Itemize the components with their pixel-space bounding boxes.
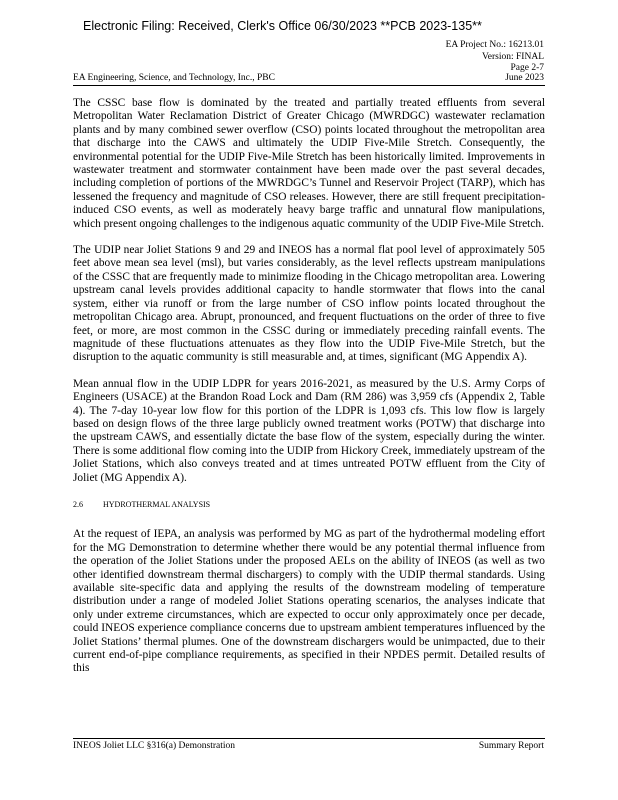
section-number: 2.6 [73, 499, 83, 509]
header-rule [73, 85, 545, 86]
project-info [446, 40, 544, 75]
body-paragraph-3: Mean annual flow in the UDIP LDPR for years 2016-2021, as measured by the U.S. Army Corps of Engineers (USACE) at the Brandon Road Lock and Dam (RM 286) was 3,959 cfs (Appendix 2, Table 4). The 7-day 10-year low flow for this portion of the LDPR is 1,093 cfs. This low flow is largely based on design flows of the three large publicly owned treatment works (POTW) that discharge into the upstream CAWS, and essentially dictate the base flow of the system, especially during the winter. There is some additional flow coming into the UDIP from Hickory Creek, immediately upstream of the Joliet Stations, which also conveys treated and at times untreated POTW effluent from the City of Joliet (MG Appendix A). [73, 377, 545, 484]
footer-document-title: INEOS Joliet LLC §316(a) Demonstration [73, 741, 236, 751]
body-paragraph-2: The UDIP near Joliet Stations 9 and 29 and INEOS has a normal flat pool level of approximately 505 feet above mean sea level (msl), but varies considerably, as the level reflects upstream manipulations of the CSSC that are frequently made to minimize flooding in the Chicago metropolitan area. Lowering upstream canal levels provides additional capacity to handle stormwater that flows into the canal system, either via runoff or from the large number of CSO inflow points located throughout the metropolitan Chicago area. Abrupt, pronounced, and frequent fluctuations on the order of three to five feet, or more, are most common in the CSSC during or immediately preceding rainfall events. The magnitude of these fluctuations attenuates as they flow into the UDIP Five-Mile Stretch, but the disruption to the aquatic community is still measurable and, at times, significant (MG Appendix A). [73, 244, 545, 364]
section-heading [73, 498, 545, 511]
body-paragraph-4: At the request of IEPA, an analysis was performed by MG as part of the hydrothermal modeling effort for the MG Demonstration to determine whether there would be any potential thermal influence from the operation of the Joliet Stations under the proposed AELs on the ability of INEOS (as well as two other identified downstream thermal dischargers) to comply with the UDIP thermal standards. Using available site-specific data and applying the results of the downstream modeling of temperature distribution under a range of modeled Joliet Stations operating scenarios, the analyses indicate that only under extreme circumstances, which are expected to occur only approximately once per decade, could INEOS experience compliance concerns due to upstream ambient temperatures influenced by the Joliet Stations’ thermal plumes. One of the downstream dischargers would be unimpacted, due to their current end-of-pipe compliance requirements, as specified in their NPDES permit. Detailed results of this [73, 528, 545, 675]
footer-rule [73, 738, 545, 739]
document-body [73, 97, 545, 689]
header-date: June 2023 [505, 73, 544, 83]
project-number: EA Project No.: 16213.01 [445, 40, 544, 50]
body-paragraph-1: The CSSC base flow is dominated by the treated and partially treated effluents from several Metropolitan Water Reclamation District of Greater Chicago (MWRDGC) wastewater reclamation plants and by many combined sewer overflow (CSO) points located throughout the metropolitan area that discharge into the CAWS and ultimately the UDIP Five-Mile Stretch. Consequently, the environmental potential for the UDIP Five-Mile Stretch has been historically limited. Improvements in wastewater treatment and stormwater containment have been made over the past several decades, including completion of portions of the MWRDGC’s Tunnel and Reservoir Project (TARP), which has lessened the frequency and magnitude of CSO releases. However, there are still frequent precipitation-induced CSO events, as well as moderately heavy barge traffic and unnatural flow manipulations, which present ongoing challenges to the indigenous aquatic community of the UDIP Five-Mile Stretch. [73, 97, 545, 230]
header-company: EA Engineering, Science, and Technology, Inc., PBC [73, 73, 275, 83]
page-number: Page 2-7 [510, 63, 544, 73]
project-version: Version: FINAL [481, 51, 544, 62]
footer-report-type: Summary Report [478, 741, 544, 751]
filing-stamp: Electronic Filing: Received, Clerk's Office 06/30/2023 **PCB 2023-135** [83, 19, 482, 33]
section-title: HYDROTHERMAL ANALYSIS [103, 499, 211, 509]
